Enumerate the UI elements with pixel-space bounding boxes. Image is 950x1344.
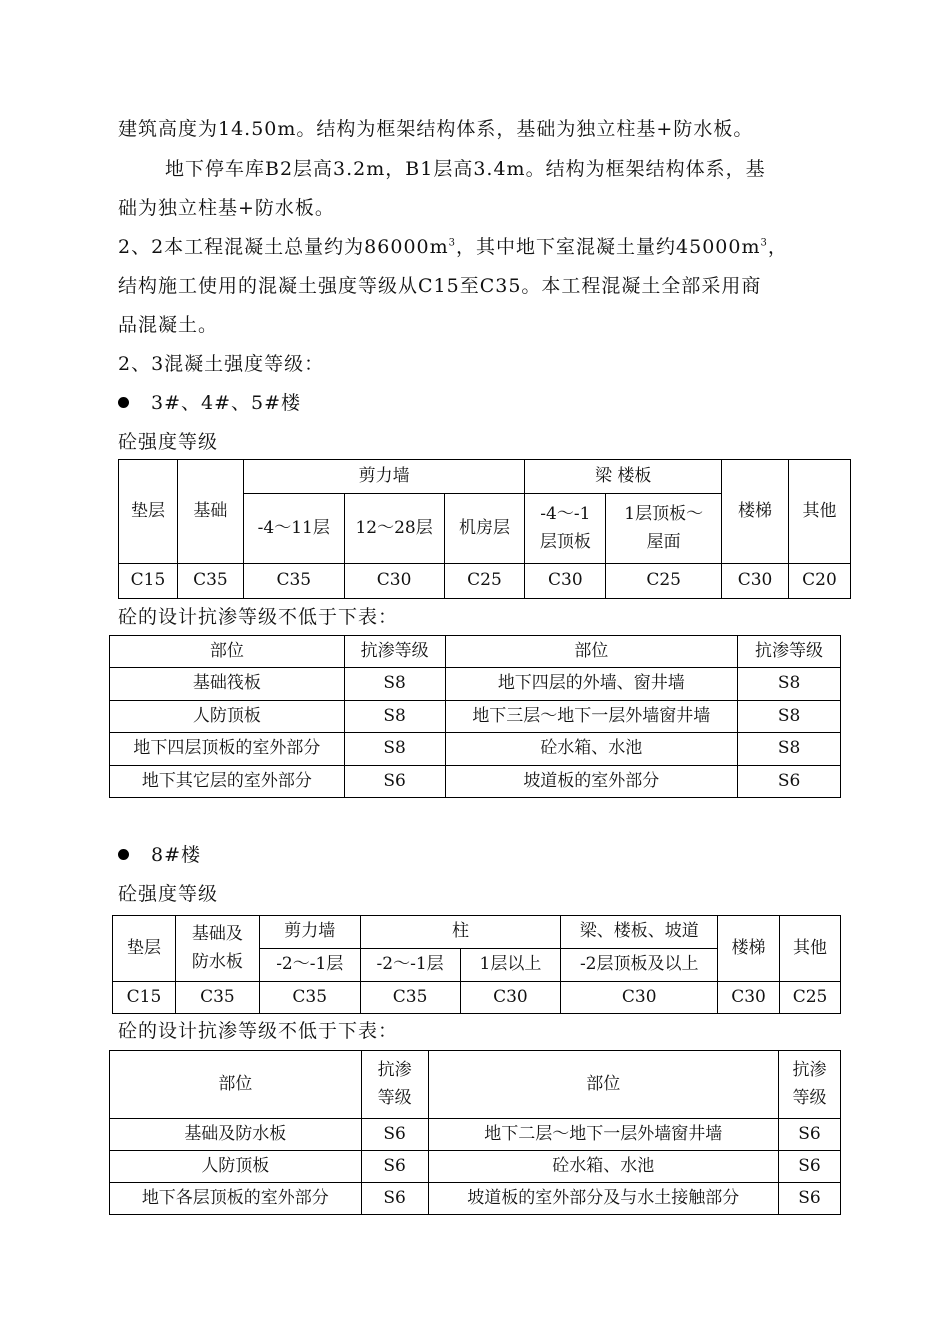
cell-line: 1层顶板～ bbox=[624, 504, 704, 525]
paragraph-2-cont: 础为独立柱基+防水板。 bbox=[118, 197, 335, 219]
cell: 基础筏板 bbox=[110, 668, 345, 700]
value-cell: C35 bbox=[360, 982, 460, 1014]
paragraph-3-end: 品混凝土。 bbox=[118, 314, 219, 336]
header-cell: 基础 bbox=[177, 460, 243, 564]
caption-impermeability-1: 砼的设计抗渗等级不低于下表： bbox=[118, 606, 399, 628]
value-cell: C30 bbox=[344, 564, 444, 599]
bullet-building-345 bbox=[118, 388, 301, 415]
section-heading: 2、3混凝土强度等级： bbox=[118, 353, 325, 375]
subheader-cell: -2～-1层 bbox=[360, 949, 460, 982]
header-cell: 部位 bbox=[110, 1051, 362, 1119]
cell-line: 抗渗 bbox=[377, 1060, 412, 1081]
cell-line: 基础及 bbox=[191, 924, 243, 945]
bullet-text: 3#、4#、5#楼 bbox=[151, 392, 302, 414]
table-row bbox=[110, 1119, 841, 1151]
header-cell: 部位 bbox=[110, 636, 345, 668]
header-cell bbox=[175, 916, 259, 982]
subheader-cell bbox=[525, 494, 606, 564]
cell: S6 bbox=[779, 1119, 841, 1151]
value-cell: C25 bbox=[444, 564, 525, 599]
value-cell: C15 bbox=[113, 982, 176, 1014]
subheader-cell bbox=[606, 494, 722, 564]
cell: 砼水箱、水池 bbox=[445, 733, 738, 765]
bullet-icon bbox=[118, 849, 129, 860]
header-cell: 垫层 bbox=[113, 916, 176, 982]
subheader-cell: 机房层 bbox=[444, 494, 525, 564]
subheader-cell: -2～-1层 bbox=[259, 949, 360, 982]
cell-line: -4～-1 bbox=[540, 504, 591, 525]
value-cell: C25 bbox=[606, 564, 722, 599]
subheader-cell: 1层以上 bbox=[460, 949, 561, 982]
paragraph-3 bbox=[118, 232, 788, 259]
header-cell: 剪力墙 bbox=[243, 460, 525, 494]
paragraph-3-cont: 结构施工使用的混凝土强度等级从C15至C35。本工程混凝土全部采用商 bbox=[118, 275, 762, 297]
cell: S8 bbox=[344, 733, 445, 765]
table-row bbox=[110, 700, 841, 732]
bullet-icon bbox=[118, 397, 129, 408]
caption-impermeability-2: 砼的设计抗渗等级不低于下表： bbox=[118, 1020, 399, 1042]
value-cell: C30 bbox=[722, 564, 789, 599]
cell: 地下各层顶板的室外部分 bbox=[110, 1183, 362, 1215]
cell: S8 bbox=[738, 668, 841, 700]
cell-line: 等级 bbox=[377, 1087, 412, 1108]
cell: S6 bbox=[361, 1151, 428, 1183]
header-cell: 部位 bbox=[445, 636, 738, 668]
value-cell: C30 bbox=[718, 982, 780, 1014]
header-cell: 梁 楼板 bbox=[525, 460, 722, 494]
cell: 坡道板的室外部分 bbox=[445, 765, 738, 797]
subheader-cell: -4～11层 bbox=[243, 494, 344, 564]
cell-line: 防水板 bbox=[191, 951, 243, 972]
cell-line: 屋面 bbox=[646, 531, 681, 552]
header-cell: 梁、楼板、坡道 bbox=[561, 916, 718, 949]
header-cell: 抗渗等级 bbox=[738, 636, 841, 668]
superscript: 3 bbox=[448, 237, 457, 249]
cell: 地下其它层的室外部分 bbox=[110, 765, 345, 797]
value-cell: C35 bbox=[243, 564, 344, 599]
text-span: 2、2本工程混凝土总量约为86000m bbox=[118, 236, 449, 258]
cell-line: 层顶板 bbox=[539, 531, 591, 552]
cell: S8 bbox=[738, 733, 841, 765]
header-cell: 楼梯 bbox=[722, 460, 789, 564]
value-cell: C30 bbox=[525, 564, 606, 599]
impermeability-table-2 bbox=[109, 1050, 841, 1215]
header-cell: 部位 bbox=[428, 1051, 779, 1119]
cell: S8 bbox=[738, 700, 841, 732]
header-cell bbox=[361, 1051, 428, 1119]
cell: 人防顶板 bbox=[110, 1151, 362, 1183]
value-cell: C35 bbox=[175, 982, 259, 1014]
cell: 地下四层顶板的室外部分 bbox=[110, 733, 345, 765]
cell: 地下四层的外墙、窗井墙 bbox=[445, 668, 738, 700]
cell: S6 bbox=[779, 1151, 841, 1183]
cell: S6 bbox=[361, 1119, 428, 1151]
caption-strength-2: 砼强度等级 bbox=[118, 883, 219, 905]
text-span: ， bbox=[767, 236, 788, 258]
cell: S6 bbox=[344, 765, 445, 797]
cell: S6 bbox=[738, 765, 841, 797]
subheader-cell: -2层顶板及以上 bbox=[561, 949, 718, 982]
cell-line: 抗渗 bbox=[792, 1060, 827, 1081]
value-cell: C25 bbox=[780, 982, 841, 1014]
text-span: ，其中地下室混凝土量约45000m bbox=[456, 236, 761, 258]
table-row bbox=[110, 1151, 841, 1183]
value-cell: C15 bbox=[119, 564, 178, 599]
cell: S8 bbox=[344, 668, 445, 700]
table-row bbox=[110, 733, 841, 765]
cell: 人防顶板 bbox=[110, 700, 345, 732]
header-cell: 抗渗等级 bbox=[344, 636, 445, 668]
cell: S6 bbox=[361, 1183, 428, 1215]
cell: 坡道板的室外部分及与水土接触部分 bbox=[428, 1183, 779, 1215]
value-cell: C35 bbox=[177, 564, 243, 599]
header-cell: 楼梯 bbox=[718, 916, 780, 982]
table-row bbox=[110, 765, 841, 797]
strength-table-1 bbox=[118, 459, 851, 599]
table-row bbox=[110, 1183, 841, 1215]
strength-table-2 bbox=[112, 915, 841, 1014]
header-cell: 剪力墙 bbox=[259, 916, 360, 949]
bullet-building-8 bbox=[118, 840, 201, 867]
header-cell: 其他 bbox=[780, 916, 841, 982]
caption-strength-1: 砼强度等级 bbox=[118, 431, 219, 453]
cell-line: 等级 bbox=[792, 1087, 827, 1108]
table-row bbox=[110, 668, 841, 700]
paragraph-1: 建筑高度为14.50m。结构为框架结构体系，基础为独立柱基+防水板。 bbox=[118, 118, 754, 140]
value-cell: C20 bbox=[789, 564, 851, 599]
subheader-cell: 12～28层 bbox=[344, 494, 444, 564]
header-cell: 柱 bbox=[360, 916, 561, 949]
table-row bbox=[119, 564, 851, 599]
superscript: 3 bbox=[760, 237, 768, 249]
cell: 地下三层～地下一层外墙窗井墙 bbox=[445, 700, 738, 732]
bullet-text: 8#楼 bbox=[151, 844, 202, 866]
cell: S8 bbox=[344, 700, 445, 732]
header-cell: 垫层 bbox=[119, 460, 178, 564]
header-cell bbox=[779, 1051, 841, 1119]
cell: S6 bbox=[779, 1183, 841, 1215]
header-cell: 其他 bbox=[789, 460, 851, 564]
table-row bbox=[113, 982, 841, 1014]
value-cell: C30 bbox=[460, 982, 561, 1014]
paragraph-2: 地下停车库B2层高3.2m，B1层高3.4m。结构为框架结构体系，基 bbox=[165, 158, 766, 180]
impermeability-table-1 bbox=[109, 635, 841, 798]
value-cell: C30 bbox=[561, 982, 718, 1014]
cell: 砼水箱、水池 bbox=[428, 1151, 779, 1183]
cell: 基础及防水板 bbox=[110, 1119, 362, 1151]
cell: 地下二层～地下一层外墙窗井墙 bbox=[428, 1119, 779, 1151]
value-cell: C35 bbox=[259, 982, 360, 1014]
